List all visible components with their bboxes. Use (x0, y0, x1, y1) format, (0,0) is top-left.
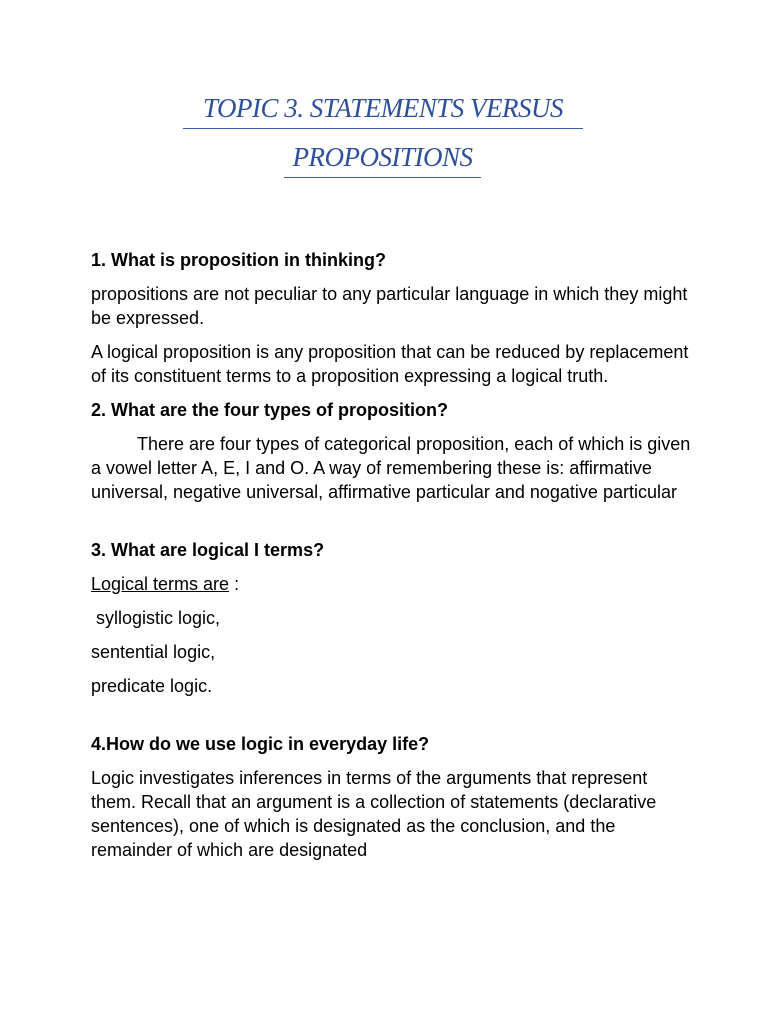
section-3-item-1: syllogistic logic, (91, 608, 221, 628)
section-3-intro-label: Logical terms are (91, 574, 230, 594)
section-1-heading: 1. What is proposition in thinking? (91, 250, 386, 270)
title-underline-2 (284, 177, 481, 178)
section-1-paragraph-1: propositions are not peculiar to any particular language in which they might be expressed. (91, 284, 688, 328)
section-2-paragraph-1: There are four types of categorical proposition, each of which is given a vowel letter A, E, I and O. A way of remembering these is: affirmative universal, negative universal, affirmative particular and nogative particular (91, 434, 691, 502)
section-3-item-3: predicate logic. (91, 676, 213, 696)
title-underline-1 (183, 128, 583, 129)
title-line-2 (284, 142, 481, 178)
section-3-intro-suffix: : (229, 574, 240, 594)
section-3-heading: 3. What are logical I terms? (91, 540, 325, 560)
section-1-paragraph-2: A logical proposition is any proposition that can be reduced by replacement of its constituent terms to a proposition expressing a logical truth. (91, 342, 689, 386)
title-text-2: PROPOSITIONS (292, 142, 473, 172)
title-line-1 (183, 93, 583, 129)
section-4-paragraph-1: Logic investigates inferences in terms of the arguments that represent them. Recall that an argument is a collection of statements (declarative sentences), one of which is designated as the conclusion, and the remainder of which are designated (91, 768, 657, 860)
section-3-intro (91, 572, 691, 596)
section-2-heading: 2. What are the four types of proposition? (91, 400, 449, 420)
section-3-item-2: sentential logic, (91, 642, 216, 662)
document-body (91, 248, 691, 862)
title-text-1: TOPIC 3. STATEMENTS VERSUS (202, 93, 564, 123)
section-4-heading: 4.How do we use logic in everyday life? (91, 734, 430, 754)
